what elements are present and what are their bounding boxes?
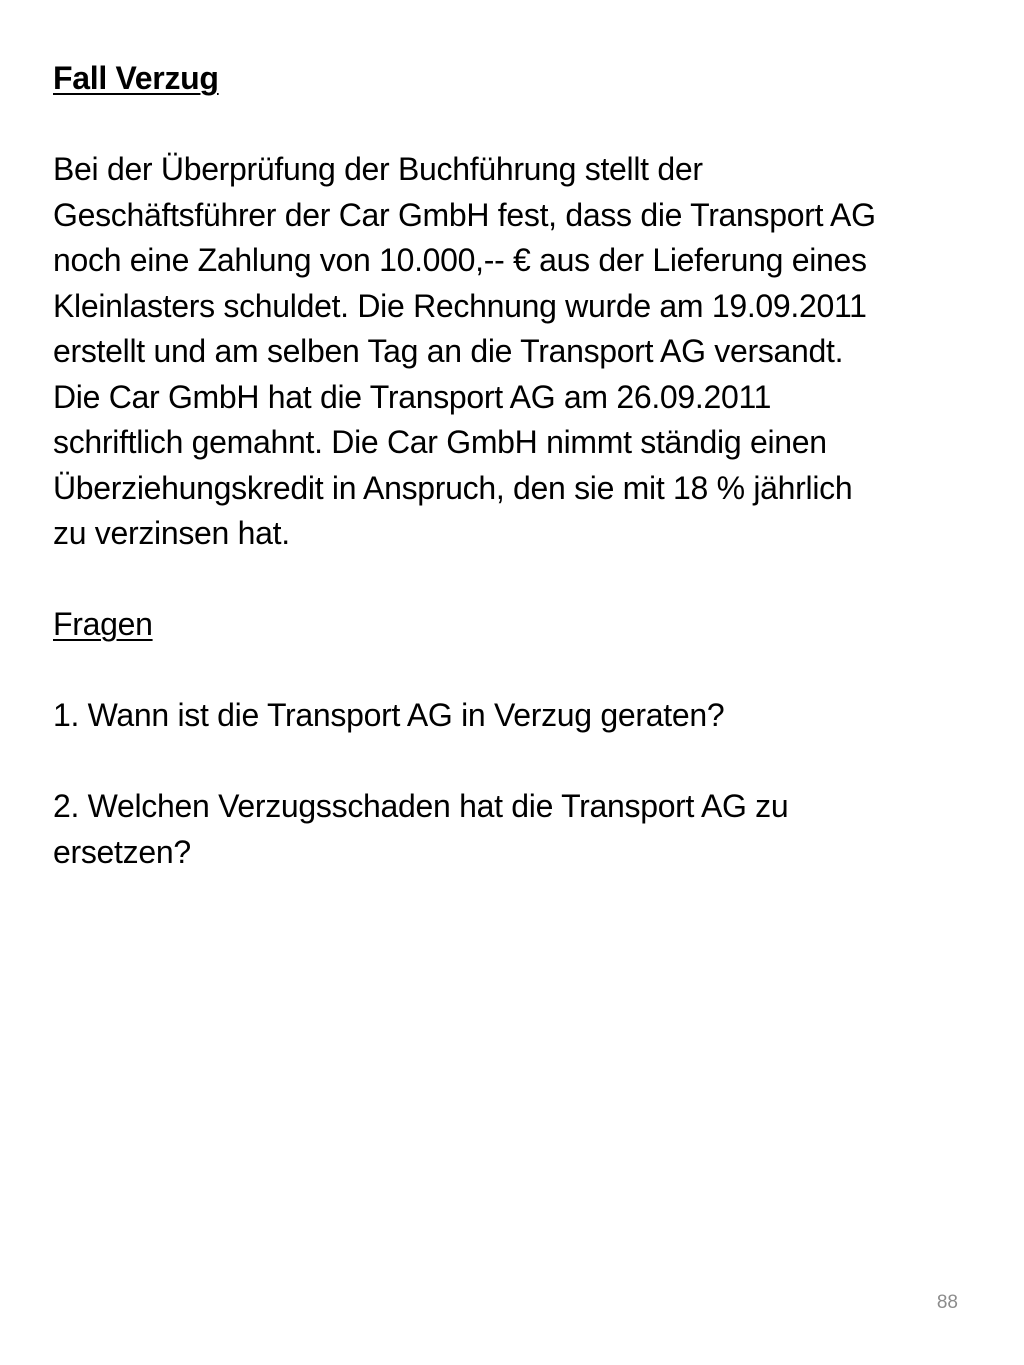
- case-line: noch eine Zahlung von 10.000,-- € aus der Lieferung eines: [53, 242, 867, 278]
- slide-content: [53, 56, 983, 875]
- slide-title: Fall Verzug: [53, 60, 219, 96]
- case-line: erstellt und am selben Tag an die Transport AG versandt.: [53, 333, 844, 369]
- spacer: [53, 648, 983, 694]
- questions-heading: Fragen: [53, 606, 153, 642]
- case-line: schriftlich gemahnt. Die Car GmbH nimmt ständig einen: [53, 424, 827, 460]
- spacer: [53, 557, 983, 603]
- case-line: zu verzinsen hat.: [53, 515, 290, 551]
- spacer: [53, 739, 983, 785]
- question-2-line: 2. Welchen Verzugsschaden hat die Transport AG zu: [53, 788, 789, 824]
- case-line: Bei der Überprüfung der Buchführung stellt der: [53, 151, 703, 187]
- question-2-line: ersetzen?: [53, 833, 191, 870]
- question-1: 1. Wann ist die Transport AG in Verzug geraten?: [53, 697, 725, 733]
- case-line: Die Car GmbH hat die Transport AG am 26.09.2011: [53, 378, 772, 415]
- case-line: Überziehungskredit in Anspruch, den sie mit 18 % jährlich: [53, 469, 853, 506]
- spacer: [53, 102, 983, 148]
- case-description: [53, 147, 983, 557]
- case-line: Kleinlasters schuldet. Die Rechnung wurde am 19.09.2011: [53, 287, 867, 324]
- page-number: 88: [936, 1292, 958, 1313]
- case-line: Geschäftsführer der Car GmbH fest, dass die Transport AG: [53, 196, 876, 233]
- question-2: [53, 784, 983, 875]
